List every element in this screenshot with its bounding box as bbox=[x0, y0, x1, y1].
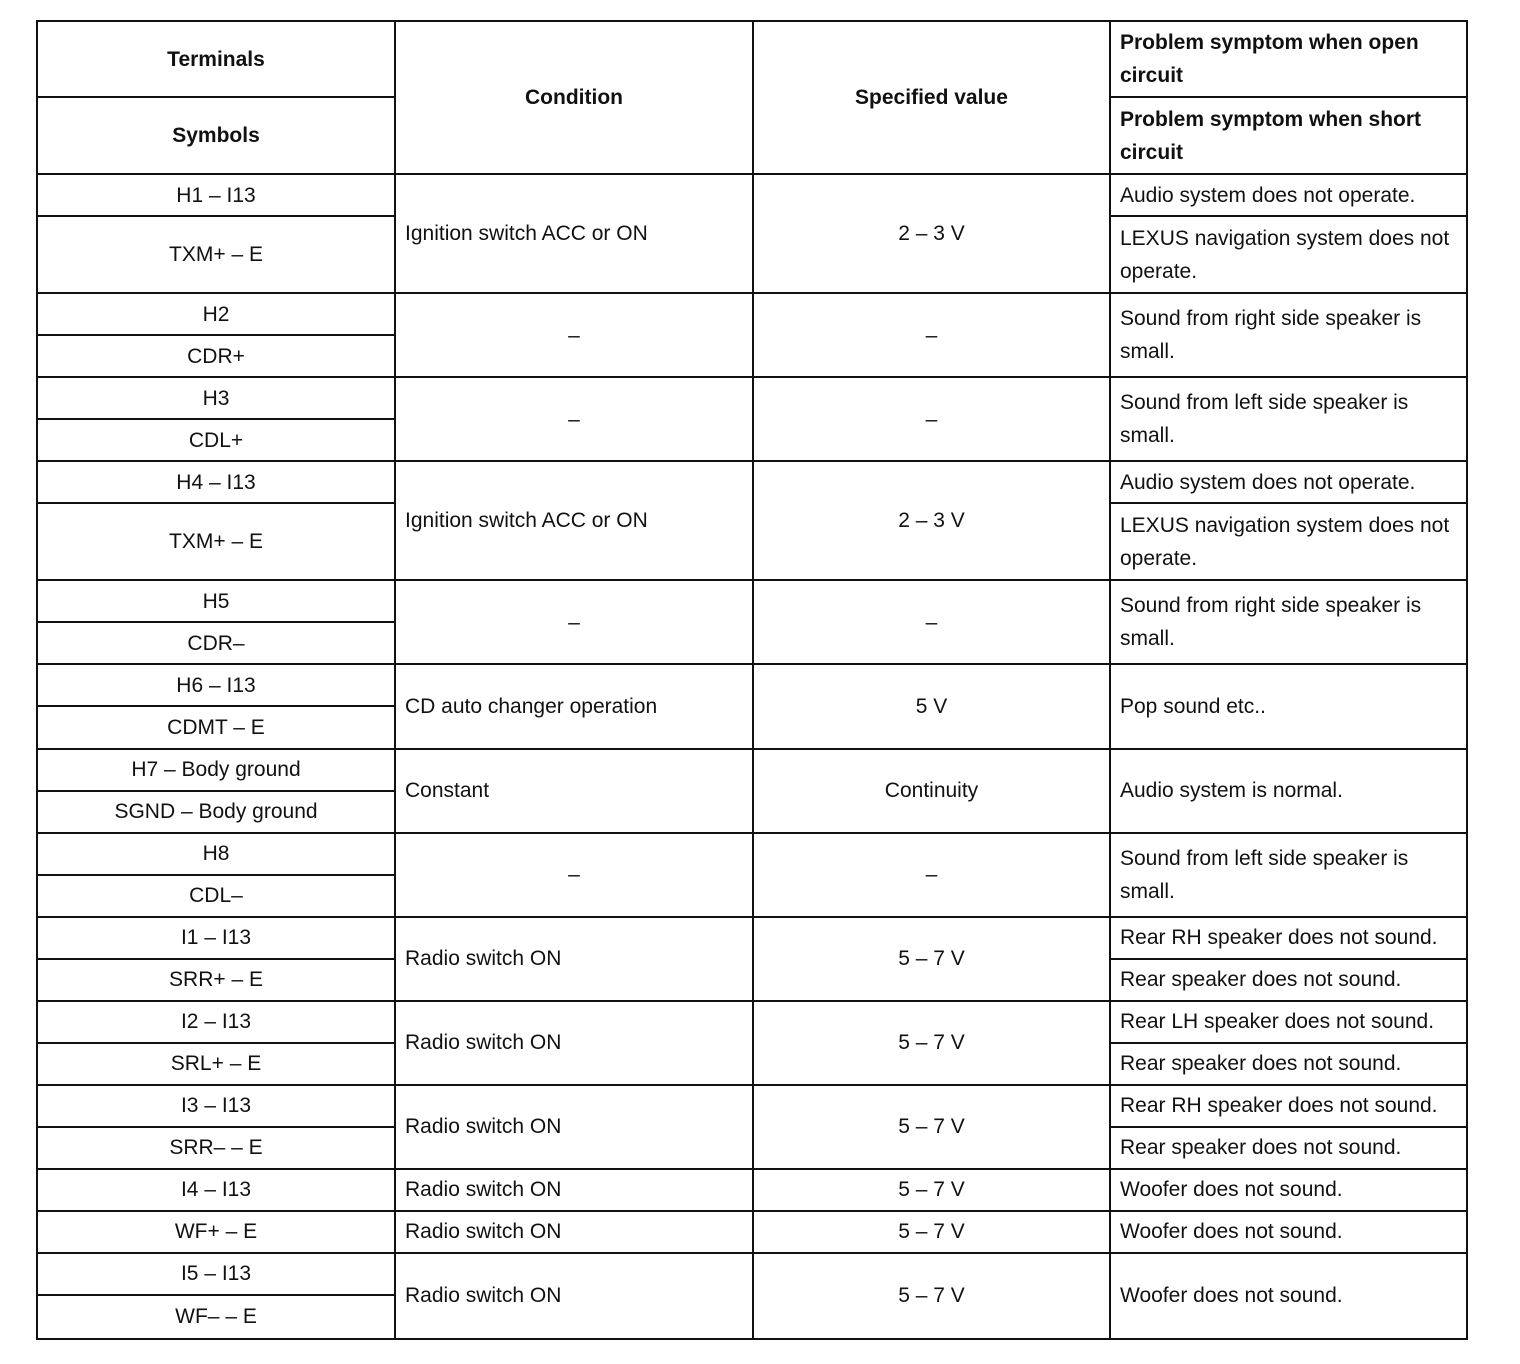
header-terminals: Terminals bbox=[37, 21, 395, 97]
symbol-cell: TXM+ – E bbox=[37, 503, 395, 580]
terminal-cell: I3 – I13 bbox=[37, 1085, 395, 1127]
short-symptom-cell: Rear speaker does not sound. bbox=[1110, 1043, 1467, 1085]
condition-cell: Radio switch ON bbox=[395, 1085, 753, 1169]
condition-cell: Ignition switch ACC or ON bbox=[395, 174, 753, 293]
terminal-cell: H6 – I13 bbox=[37, 664, 395, 706]
short-symptom-cell: LEXUS navigation system does not operate. bbox=[1110, 216, 1467, 293]
header-row bbox=[37, 21, 1467, 97]
symptom-cell: Woofer does not sound. bbox=[1110, 1169, 1467, 1211]
condition-cell: Radio switch ON bbox=[395, 917, 753, 1001]
terminal-spec-table bbox=[36, 20, 1468, 1340]
condition-cell: – bbox=[395, 580, 753, 664]
header-condition: Condition bbox=[395, 21, 753, 174]
terminal-cell: H7 – Body ground bbox=[37, 749, 395, 791]
table-row bbox=[37, 1169, 1467, 1211]
table-row bbox=[37, 580, 1467, 622]
terminal-cell: I1 – I13 bbox=[37, 917, 395, 959]
condition-cell: Ignition switch ACC or ON bbox=[395, 461, 753, 580]
value-cell: 5 – 7 V bbox=[753, 1001, 1110, 1085]
open-symptom-cell: Rear RH speaker does not sound. bbox=[1110, 917, 1467, 959]
symbol-cell: CDR+ bbox=[37, 335, 395, 377]
symbol-cell: TXM+ – E bbox=[37, 216, 395, 293]
symptom-cell: Sound from left side speaker is small. bbox=[1110, 377, 1467, 461]
terminal-cell: H2 bbox=[37, 293, 395, 335]
value-cell: 5 – 7 V bbox=[753, 1253, 1110, 1339]
value-cell: 2 – 3 V bbox=[753, 174, 1110, 293]
symbol-cell: CDL– bbox=[37, 875, 395, 917]
symptom-cell: Woofer does not sound. bbox=[1110, 1211, 1467, 1253]
value-cell: 2 – 3 V bbox=[753, 461, 1110, 580]
table-row bbox=[37, 174, 1467, 216]
table-row bbox=[37, 833, 1467, 875]
condition-cell: – bbox=[395, 293, 753, 377]
terminal-cell: H1 – I13 bbox=[37, 174, 395, 216]
terminal-cell: H8 bbox=[37, 833, 395, 875]
value-cell: 5 V bbox=[753, 664, 1110, 748]
value-cell: 5 – 7 V bbox=[753, 917, 1110, 1001]
short-symptom-cell: LEXUS navigation system does not operate. bbox=[1110, 503, 1467, 580]
header-symbols: Symbols bbox=[37, 97, 395, 174]
symptom-cell: Sound from right side speaker is small. bbox=[1110, 580, 1467, 664]
terminal-cell: H5 bbox=[37, 580, 395, 622]
table-row bbox=[37, 749, 1467, 791]
table-row bbox=[37, 1211, 1467, 1253]
symbol-cell: WF– – E bbox=[37, 1295, 395, 1339]
symptom-cell: Sound from left side speaker is small. bbox=[1110, 833, 1467, 917]
value-cell: 5 – 7 V bbox=[753, 1169, 1110, 1211]
symbol-cell: SRL+ – E bbox=[37, 1043, 395, 1085]
table-row bbox=[37, 293, 1467, 335]
open-symptom-cell: Rear LH speaker does not sound. bbox=[1110, 1001, 1467, 1043]
terminal-cell: I2 – I13 bbox=[37, 1001, 395, 1043]
symptom-cell: Pop sound etc.. bbox=[1110, 664, 1467, 748]
condition-cell: Radio switch ON bbox=[395, 1211, 753, 1253]
symbol-cell: SGND – Body ground bbox=[37, 791, 395, 833]
table-row bbox=[37, 377, 1467, 419]
short-symptom-cell: Rear speaker does not sound. bbox=[1110, 959, 1467, 1001]
value-cell: – bbox=[753, 293, 1110, 377]
value-cell: Continuity bbox=[753, 749, 1110, 833]
table-row bbox=[37, 664, 1467, 706]
table-row bbox=[37, 1085, 1467, 1127]
open-symptom-cell: Rear RH speaker does not sound. bbox=[1110, 1085, 1467, 1127]
terminal-cell: I5 – I13 bbox=[37, 1253, 395, 1295]
table-row bbox=[37, 917, 1467, 959]
terminal-cell: WF+ – E bbox=[37, 1211, 395, 1253]
condition-cell: – bbox=[395, 833, 753, 917]
value-cell: – bbox=[753, 833, 1110, 917]
header-open-circuit: Problem symptom when open circuit bbox=[1110, 21, 1467, 97]
value-cell: 5 – 7 V bbox=[753, 1211, 1110, 1253]
terminal-cell: I4 – I13 bbox=[37, 1169, 395, 1211]
table-row bbox=[37, 1253, 1467, 1295]
condition-cell: Radio switch ON bbox=[395, 1169, 753, 1211]
condition-cell: Radio switch ON bbox=[395, 1253, 753, 1339]
header-specified-value: Specified value bbox=[753, 21, 1110, 174]
terminal-cell: H4 – I13 bbox=[37, 461, 395, 503]
short-symptom-cell: Rear speaker does not sound. bbox=[1110, 1127, 1467, 1169]
terminal-cell: H3 bbox=[37, 377, 395, 419]
condition-cell: – bbox=[395, 377, 753, 461]
value-cell: – bbox=[753, 377, 1110, 461]
open-symptom-cell: Audio system does not operate. bbox=[1110, 174, 1467, 216]
symbol-cell: CDMT – E bbox=[37, 706, 395, 748]
symptom-cell: Sound from right side speaker is small. bbox=[1110, 293, 1467, 377]
symbol-cell: SRR– – E bbox=[37, 1127, 395, 1169]
condition-cell: Radio switch ON bbox=[395, 1001, 753, 1085]
condition-cell: Constant bbox=[395, 749, 753, 833]
table-row bbox=[37, 1001, 1467, 1043]
value-cell: 5 – 7 V bbox=[753, 1085, 1110, 1169]
symbol-cell: CDR– bbox=[37, 622, 395, 664]
symbol-cell: SRR+ – E bbox=[37, 959, 395, 1001]
value-cell: – bbox=[753, 580, 1110, 664]
symptom-cell: Woofer does not sound. bbox=[1110, 1253, 1467, 1339]
symbol-cell: CDL+ bbox=[37, 419, 395, 461]
header-short-circuit: Problem symptom when short circuit bbox=[1110, 97, 1467, 174]
open-symptom-cell: Audio system does not operate. bbox=[1110, 461, 1467, 503]
symptom-cell: Audio system is normal. bbox=[1110, 749, 1467, 833]
table-row bbox=[37, 461, 1467, 503]
condition-cell: CD auto changer operation bbox=[395, 664, 753, 748]
